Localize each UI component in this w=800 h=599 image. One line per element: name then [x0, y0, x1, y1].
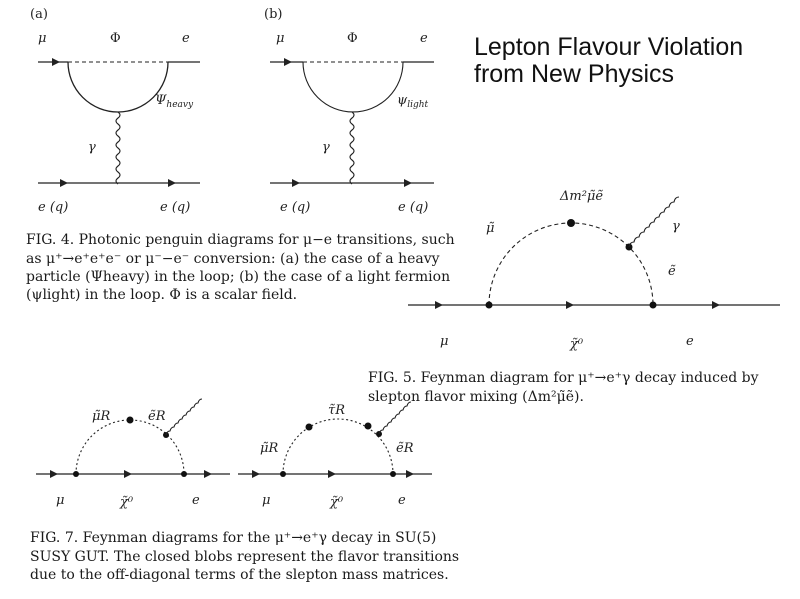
fig7-left-arrow-3: [204, 470, 212, 478]
fig7-left-smuR-label: μ̃R: [92, 409, 111, 424]
fig7-right-seR-label: ẽR: [396, 441, 414, 456]
fig7-right-vertex-2: [390, 471, 396, 477]
panel-a-muon-arrow: [52, 58, 60, 66]
fig5-vertex-left: [486, 302, 493, 309]
fig5-vertex-right: [650, 302, 657, 309]
fig7-right-neutralino-label: χ̃⁰: [330, 495, 344, 510]
panel-a-bottom-arrow-right: [168, 179, 176, 187]
fig5-mu-label: μ: [440, 334, 449, 349]
fig5-slepton-arc: [489, 223, 653, 305]
fig7-left-neutralino-label: χ̃⁰: [120, 495, 134, 510]
slide-title: [474, 33, 743, 88]
panel-a-fermion-loop: [68, 62, 168, 112]
fig5-mass-insertion-blob: [567, 219, 575, 227]
panel-a-tag: (a): [30, 7, 48, 22]
fig5-caption-line-2: slepton flavor mixing (Δm²μ̃ẽ).: [368, 389, 584, 405]
panel-a-eq-right: e (q): [160, 200, 191, 215]
fig7-caption-line-2: SUSY GUT. The closed blobs represent the flavor transitions: [30, 549, 460, 565]
fig7-left-arrow-1: [50, 470, 58, 478]
panel-b-phi-label: Φ: [347, 31, 358, 46]
fig7-caption: [30, 530, 459, 583]
panel-a-e-label: e: [182, 31, 190, 46]
fig7-right-mu-label: μ: [262, 493, 271, 508]
fig7-right-photon: [379, 402, 411, 434]
panel-a-phi-label: Φ: [110, 31, 121, 46]
panel-b-e-label: e: [420, 31, 428, 46]
fig5-selectron-label: ẽ: [668, 264, 676, 279]
panel-b-tag: (b): [264, 7, 283, 22]
fig7-left-arrow-2: [124, 470, 132, 478]
fig4-caption-line-1: FIG. 4. Photonic penguin diagrams for μ−e transitions, such: [26, 232, 455, 248]
fig7-right-vertex-1: [280, 471, 286, 477]
fig5-arrow-3: [712, 301, 720, 309]
fig7-right-flavor-blob-2: [365, 423, 372, 430]
fig7-right-smuR-label: μ̃R: [260, 441, 279, 456]
fig5-mass-insertion-label: Δm²μ̃ẽ: [560, 189, 604, 204]
panel-a-bottom-arrow-left: [60, 179, 68, 187]
panel-a-psi-label: $\Psi_{heavy}$: [155, 93, 194, 110]
fig7-left-seR-label: ẽR: [148, 409, 166, 424]
fig5-diagram: [408, 189, 780, 352]
panel-b-mu-label: μ: [276, 31, 285, 46]
panel-b-eq-left: e (q): [280, 200, 311, 215]
fig7-left-e-label: e: [192, 493, 200, 508]
fig5-caption-line-1: FIG. 5. Feynman diagram for μ⁺→e⁺γ decay induced by: [368, 370, 759, 386]
fig5-neutralino-label: χ̃⁰: [570, 337, 584, 352]
fig5-e-label: e: [686, 334, 694, 349]
fig4-panel-b: [264, 7, 434, 215]
panel-b-fermion-loop: [303, 62, 403, 112]
fig7-caption-line-1: FIG. 7. Feynman diagrams for the μ⁺→e⁺γ decay in SU(5): [30, 530, 437, 546]
fig7-left-vertex-2: [181, 471, 187, 477]
panel-b-gamma-label: γ: [322, 140, 330, 155]
panel-a-photon: [116, 112, 120, 184]
fig7-right-arrow-2: [328, 470, 336, 478]
panel-a-gamma-label: γ: [88, 140, 96, 155]
title-line-2: from New Physics: [474, 60, 675, 88]
fig5-caption: [368, 370, 759, 405]
panel-b-photon: [350, 112, 354, 184]
fig7-left-diagram: [36, 399, 230, 510]
panel-b-bottom-arrow-left: [292, 179, 300, 187]
fig5-smuon-label: μ̃: [486, 221, 495, 236]
fig7-left-slepton-arc: [76, 420, 184, 474]
fig5-arrow-2: [566, 301, 574, 309]
fig4-caption-line-2: as μ⁺→e⁺e⁺e⁻ or μ⁻−e⁻ conversion: (a) the case of a heavy: [26, 251, 440, 267]
title-line-1: Lepton Flavour Violation: [474, 33, 744, 61]
fig5-arrow-1: [435, 301, 443, 309]
fig7-left-photon: [166, 399, 202, 435]
fig4-caption-line-3: particle (Ψheavy) in the loop; (b) the case of a light fermion: [26, 269, 451, 285]
panel-b-muon-arrow: [284, 58, 292, 66]
fig7-right-slepton-arc: [283, 419, 393, 474]
panel-b-psi-label: $\psi_{light}$: [397, 93, 429, 110]
fig4-caption-line-4: (ψlight) in the loop. Φ is a scalar field.: [26, 287, 298, 303]
fig7-left-mu-label: μ: [56, 493, 65, 508]
fig4-caption: [26, 232, 455, 303]
fig7-right-stauR-label: τ̃R: [328, 403, 345, 418]
panel-a-eq-left: e (q): [38, 200, 69, 215]
panel-a-mu-label: μ: [38, 31, 47, 46]
fig7-caption-line-3: due to the off-diagonal terms of the slepton mass matrices.: [30, 567, 449, 583]
panel-b-bottom-arrow-right: [404, 179, 412, 187]
fig7-right-arrow-3: [406, 470, 414, 478]
panel-b-eq-right: e (q): [398, 200, 429, 215]
fig7-right-arrow-1: [252, 470, 260, 478]
fig7-left-vertex-1: [73, 471, 79, 477]
fig4-panel-a: [30, 7, 200, 215]
fig7-right-flavor-blob-1: [306, 424, 313, 431]
fig7-left-flavor-blob: [127, 417, 134, 424]
fig7-right-e-label: e: [398, 493, 406, 508]
fig7-right-diagram: [238, 402, 432, 510]
fig5-gamma-label: γ: [672, 219, 680, 234]
